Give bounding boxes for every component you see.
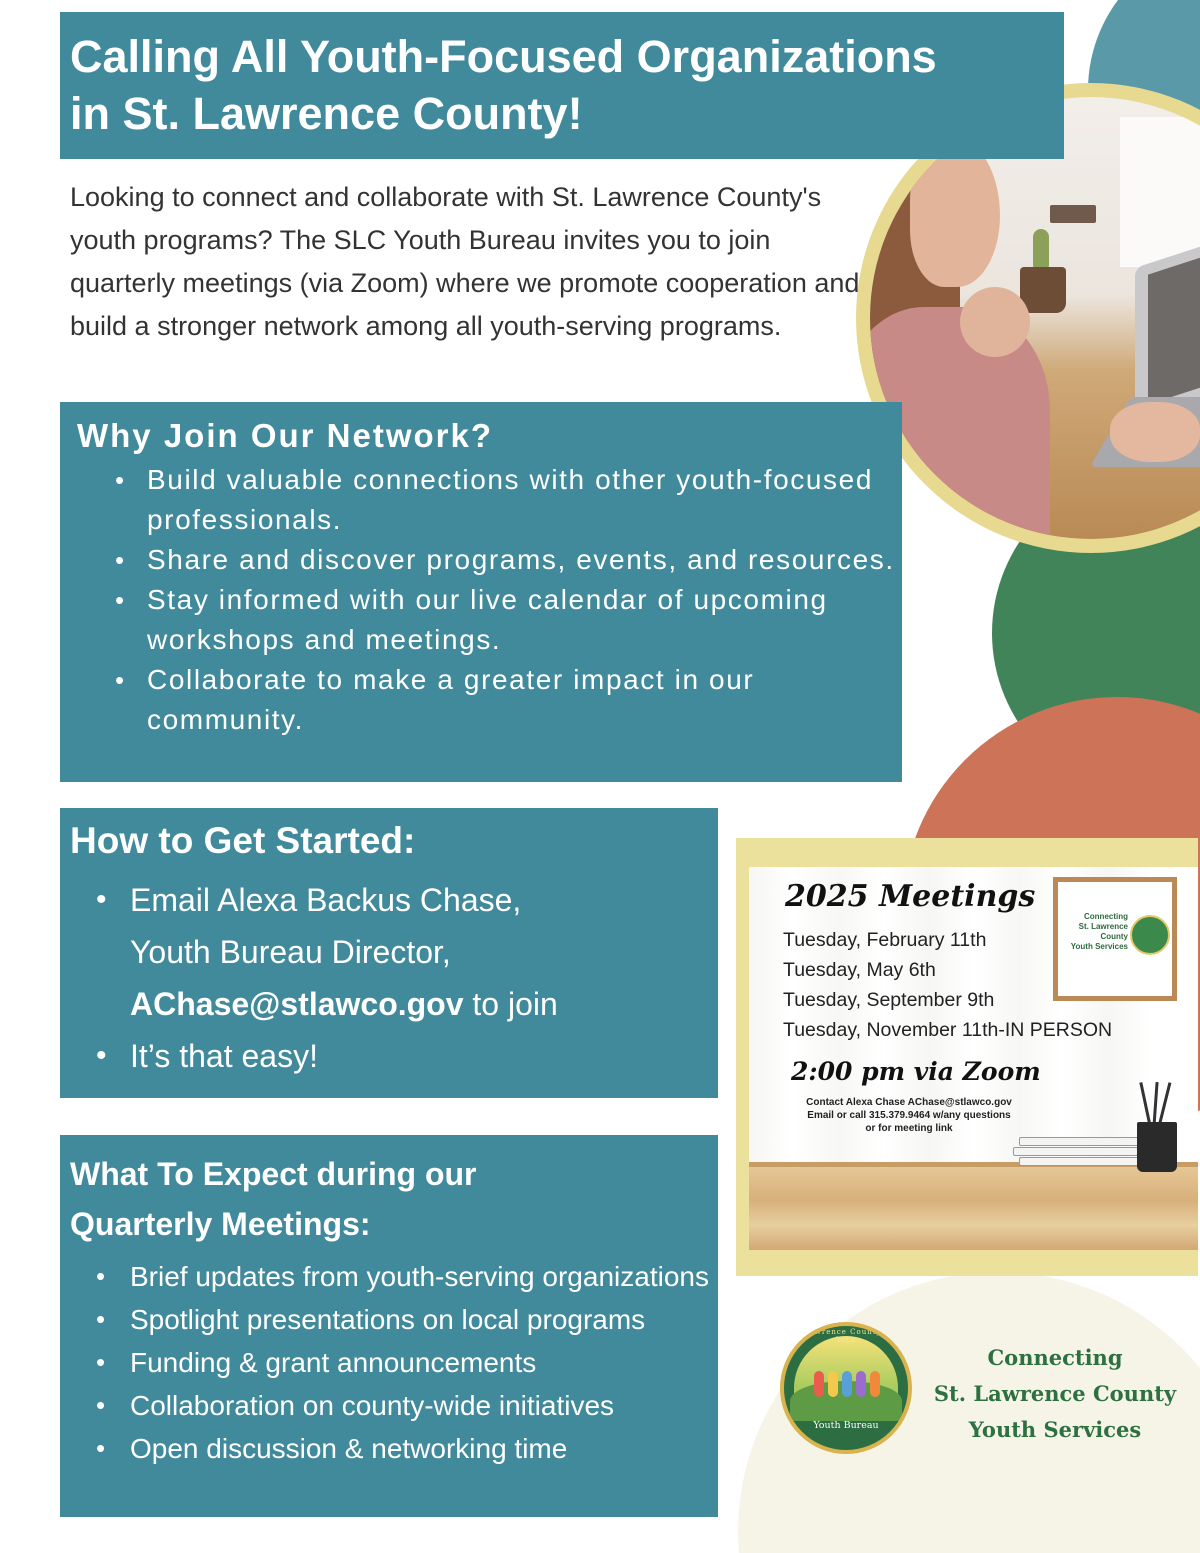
logo-arc-text: St. Lawrence County New York (788, 1328, 904, 1344)
why-join-list (77, 460, 902, 740)
contact-role-line: Youth Bureau Director, (130, 934, 451, 970)
meetings-time: 2:00 pm via Zoom (791, 1057, 1041, 1086)
title-line-1: Calling All Youth-Focused Organizations (70, 31, 937, 82)
meetings-title: 2025 Meetings (785, 879, 1036, 914)
pencil (1139, 1082, 1151, 1127)
contact-line: Contact Alexa Chase AChase@stlawco.gov (806, 1097, 1012, 1108)
why-join-section (60, 402, 902, 782)
meetings-schedule-card (749, 867, 1198, 1250)
page-title (70, 28, 1054, 142)
list-item: • It’s that easy! (96, 1030, 718, 1082)
meeting-date: Tuesday, November 11th-IN PERSON (783, 1019, 1113, 1041)
why-join-heading: Why Join Our Network? (77, 417, 494, 454)
brand-line: Connecting (987, 1345, 1123, 1370)
pencil (1152, 1082, 1158, 1127)
mini-sign-line: County (1100, 932, 1128, 941)
logo-bottom-text: Youth Bureau (813, 1420, 879, 1431)
book-stack-image (1019, 1137, 1144, 1167)
what-to-expect-heading (70, 1149, 718, 1249)
meetings-schedule-frame (736, 838, 1198, 1276)
pencil-cup-image (1137, 1122, 1177, 1172)
wooden-desk-image (749, 1167, 1198, 1250)
what-to-expect-section (60, 1135, 718, 1517)
get-started-heading: How to Get Started: (70, 820, 416, 861)
youth-bureau-logo (780, 1322, 912, 1454)
meeting-date: Tuesday, September 9th (783, 989, 995, 1011)
contact-line: Email or call 315.379.9464 w/any questions (807, 1110, 1011, 1121)
mini-sign-line: Youth Services (1070, 942, 1128, 951)
list-item: • Stay informed with our live calendar of upcoming workshops and meetings. (115, 580, 902, 660)
heading-line-1: What To Expect during our (70, 1156, 477, 1192)
list-item: • Collaboration on county-wide initiatives (96, 1384, 718, 1427)
pencil (1158, 1082, 1172, 1126)
list-item: • Open discussion & networking time (96, 1427, 718, 1470)
get-started-section (60, 808, 718, 1098)
list-item: • Funding & grant announcements (96, 1341, 718, 1384)
framed-logo-sign (1053, 877, 1177, 1001)
brand-line: Youth Services (968, 1417, 1142, 1442)
what-to-expect-list (70, 1255, 718, 1470)
title-line-2: in St. Lawrence County! (70, 88, 583, 139)
list-item (96, 874, 718, 1030)
meeting-date: Tuesday, May 6th (783, 959, 936, 981)
mini-sign-line: Connecting (1084, 912, 1128, 921)
list-item: • Brief updates from youth-serving organizations (96, 1255, 718, 1298)
get-started-list (70, 874, 718, 1082)
list-item: • Build valuable connections with other youth-focused professionals. (115, 460, 902, 540)
list-item: • Spotlight presentations on local programs (96, 1298, 718, 1341)
contact-name-line: Email Alexa Backus Chase, (130, 882, 522, 918)
heading-line-2: Quarterly Meetings: (70, 1206, 371, 1242)
meeting-date: Tuesday, February 11th (783, 929, 987, 951)
intro-paragraph: Looking to connect and collaborate with St. Lawrence County's youth programs? The SLC Youth Bureau invites you to join quarterly meetings (via Zoom) where we promote cooperation and build a stronger network among all youth-serving programs. (70, 182, 860, 341)
email-link[interactable]: AChase@stlawco.gov (130, 986, 464, 1022)
youth-bureau-brand (780, 1322, 1200, 1472)
brand-line: St. Lawrence County (933, 1381, 1177, 1406)
contact-line: or for meeting link (865, 1123, 953, 1134)
page-header (60, 12, 1064, 159)
list-item: • Share and discover programs, events, and resources. (115, 540, 902, 580)
brand-tagline (920, 1340, 1190, 1448)
join-suffix: to join (463, 986, 558, 1022)
list-item: • Collaborate to make a greater impact in our community. (115, 660, 902, 740)
mini-youth-bureau-logo (1130, 915, 1170, 955)
mini-sign-line: St. Lawrence (1078, 922, 1128, 931)
